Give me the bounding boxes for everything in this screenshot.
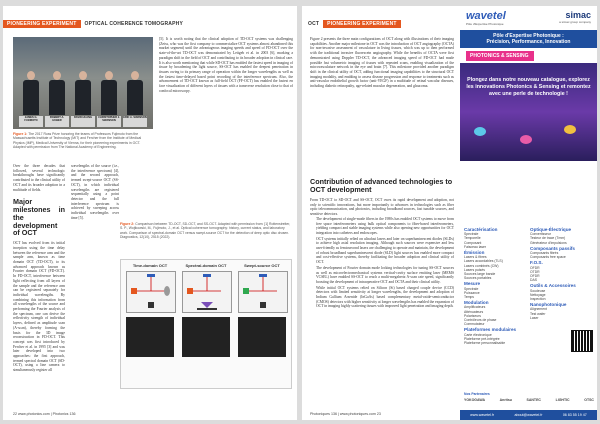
- simac-subtitle: a simac group company: [559, 20, 591, 24]
- category-item[interactable]: Atténuateurs: [464, 309, 484, 314]
- category-item[interactable]: OFDR: [530, 274, 540, 279]
- column-a: [13, 164, 65, 414]
- category-item[interactable]: Commutateur: [464, 322, 485, 327]
- category-item[interactable]: Générateur d'impulsions: [530, 240, 567, 245]
- wavetel-subtitle: Pôle d'Expertise Photonique: [466, 22, 504, 26]
- column-b-text: wavelengths of the source (i.e., the interference spectrum) [4], and the second approach, termed swept-source OCT (SS-OCT), in which individual wavelengths are registered sequentially using a point detector and the full interference spectrum is achieved by sweeping across individual wavelengths over time [5].: [71, 164, 119, 220]
- category-item[interactable]: Alignement: [530, 307, 547, 312]
- ss-oct-diagram: [239, 272, 287, 312]
- category-head: Émission: [464, 250, 485, 256]
- category-head: Modulation: [464, 300, 489, 306]
- column-a-intro: Over the three decades that followed, several technologic breakthroughs have significantly contributed to the clinical utility of OCT and its broader adoption in a multitude of fields.: [13, 164, 65, 192]
- section1-heading: Major milestones in the development of OCT: [13, 197, 65, 238]
- sea-creature-icon: [474, 127, 486, 136]
- category-item[interactable]: Nettoyage: [530, 292, 546, 297]
- name-plaque: ROBERT A. HUBER: [45, 116, 69, 127]
- partner-logos: [464, 398, 594, 402]
- photonics-sensing-tag: PHOTONICS & SENSING: [466, 51, 534, 61]
- category-item[interactable]: Spectrale: [464, 232, 479, 237]
- column-c-text: [5]. It is worth noting that the clinical adoption of TD-OCT systems was challenging (Zeiss, who was the first company to commercialize OCT systems almost abandoned this market segment) until the advantageous imaging speeds and speed of FD-OCT over the state-of-the-art TD-OCT was demonstrated by Leitgeb et al. in 2003 [6], marking a paradigm shift in the field of OCT and contributing to its broader adoption in clinical care. It is also worth mentioning that while SD-OCT has enabled the fastest speed in imaging of tissue by broadening the light source, SS-OCT has enabled the deepest penetration in tissues owing to its primary range of operation within the longer wavelengths as well as the fastest time-delayed based point recording of the interference spectrum. Also, the advancement of TD-OCT known as full-field OCT (FF-OCT) has enabled the fastest en face visualization of different layers of tissues with a transverse resolution close to that of confocal microscopy.: [159, 37, 293, 93]
- ad-email-link[interactable]: about@wavetel.fr: [514, 413, 543, 417]
- category-item[interactable]: Polariseurs: [464, 313, 481, 318]
- td-oct-title: Time-domain OCT: [132, 263, 168, 268]
- partner-logo[interactable]: SANTEC: [526, 398, 541, 402]
- ad-banner: [460, 30, 597, 48]
- sd-oct-schematic: [182, 271, 232, 313]
- ad-hero-text: Plongez dans notre nouveau catalogue, explorez les innovations Photonics & Sensing et remontez avec une perle de technologie !: [466, 77, 591, 97]
- category-item[interactable]: Carte électronique: [464, 332, 492, 337]
- category-item[interactable]: OTDR: [530, 269, 540, 274]
- category-head: Plateformes modulaires: [464, 327, 517, 333]
- column-c: [159, 37, 293, 252]
- ad-banner-subtitle: Précision, Performance, Innovation: [486, 39, 571, 45]
- simac-logo: [559, 10, 591, 24]
- bullet-item: • While initial OCT systems relied on Silicon (Si) based charged couple device (CCD) detectors with limited sensitivity at longer wavelengths, the development and adoption of Indium Gallium Arsenide (InGaAs) based complementary metal-oxide-semiconductor (CMOS) detectors with higher sensitivity at longer wavelengths has enabled the expansion of OCT in imaging highly scattering tissues with improved light penetration and imaging depth.: [316, 286, 454, 310]
- bullet-item: • The development of Fourier domain mode locking technologies for tuning SS-OCT sources as well as microelectromechanical systems vertical-cavity surface emitting laser (MEMS VCSEL) have enabled SS-OCT to reach a multi-megahertz A-scan rate speed, significantly boosting the development of intraoperative OCT and OCTA and their clinical utility.: [316, 266, 454, 285]
- ss-oct-title: Swept-source OCT: [244, 263, 280, 268]
- partner-logo[interactable]: LIGHTIC: [555, 398, 570, 402]
- person-figure: [101, 71, 117, 115]
- oct-comparison-figure: [120, 259, 292, 389]
- category-head: Nanophotonique: [530, 302, 567, 308]
- ss-oct-image: [238, 317, 286, 357]
- category-item[interactable]: Composants free space: [530, 255, 566, 260]
- ad-phone[interactable]: 06 83 55 19 47: [562, 413, 587, 417]
- right-intro-column: [310, 37, 454, 153]
- category-item[interactable]: Temporelle: [464, 236, 481, 241]
- category-item[interactable]: Sources portables: [464, 276, 492, 281]
- category-item[interactable]: Plateforme pré-intégrée: [464, 336, 500, 341]
- sd-oct-title: Spectral-domain OCT: [185, 263, 227, 268]
- category-item[interactable]: Lasers accordables (TLS): [464, 259, 503, 264]
- partner-logo[interactable]: Anritsu: [499, 398, 512, 402]
- category-item[interactable]: DAS: [530, 278, 537, 283]
- right-header-tag: PIONEERING EXPERIMENT: [323, 20, 401, 28]
- category-head: Composants passifs: [530, 245, 575, 251]
- category-item[interactable]: Sources large bande: [464, 272, 496, 277]
- td-oct-schematic: [126, 271, 176, 313]
- category-item[interactable]: Laser: [530, 315, 539, 320]
- ad-logo-row: [460, 6, 597, 26]
- right-intro-text: Figure 2 presents the three main configurations of OCT along with illustrations of their imaging capabilities. Another major milestone in OCT was the introduction of OCT angiography (OCTA) for non-invasive assessment of vasculature in living tissues, which was up to then performed with the traditional invasive fluorescein angiography. While the benefits of OCTA were first demonstrated using Doppler TD-OCT, the advanced imaging speed of FD-OCT had made possible fast volumetric imaging of tissues with repeated scans, enabling visualization of the microvasculature network in the eye and brain [7]. This milestone provided another paradigm shift in the clinical utility of OCT, adding functional imaging capabilities to the structural OCT imaging modality, and enabling to assess disease progression and response to treatments such as anti-vascular endothelial growth factor (anti-VEGF) in a multitude of retinal vascular diseases, including diabetic retinopathy, age-related macular degeneration, and glaucoma.: [310, 37, 454, 89]
- category-item[interactable]: OFDR: [530, 265, 540, 270]
- category-head: Caractérisation: [464, 227, 498, 232]
- category-item[interactable]: Spectrale: [464, 286, 479, 291]
- section2-heading: Contribution of advanced technologies to OCT development: [310, 177, 453, 194]
- name-plaque: CHRISTOPHER J. SWANSON: [97, 116, 121, 127]
- td-oct-pane: [123, 263, 177, 385]
- sd-oct-image: [182, 317, 230, 357]
- partner-logo[interactable]: OTSC: [584, 398, 594, 402]
- category-head: Mesure: [464, 281, 481, 287]
- ss-oct-schematic: [238, 271, 288, 313]
- ad-website-link[interactable]: www.wavetel.fr: [470, 413, 495, 417]
- right-header-prefix: OCT: [308, 21, 320, 27]
- category-item[interactable]: Plateforme personnalisable: [464, 341, 506, 346]
- person-figure: [75, 71, 91, 115]
- category-item[interactable]: Lasers & fibres: [464, 255, 487, 260]
- left-header: [3, 20, 183, 28]
- wavetel-brand: wavetel: [466, 10, 506, 22]
- category-item[interactable]: Composant: [464, 240, 482, 245]
- right-footer: Photoniques 136 | www.photoniques.com 23: [310, 412, 381, 416]
- right-page: [302, 6, 597, 420]
- section2-intro: From TD-OCT to SD-OCT and SS-OCT, OCT owes its rapid development and adoption, not only to scientific innovations, but more importantly to advances in technologies such as fiber optic telecommunication, and photonics, including broadband sources, fast tunable sources, and sensitive detectors.: [310, 198, 454, 217]
- left-page: [3, 6, 297, 420]
- person-figure: [49, 71, 65, 115]
- sd-oct-pane: [179, 263, 233, 385]
- category-item[interactable]: Puissance: [464, 290, 480, 295]
- column-b: [71, 164, 119, 254]
- name-plaque: ERIC A. SWANSON: [123, 116, 147, 127]
- category-item[interactable]: Testeur de trace (Tmm): [530, 236, 566, 241]
- simac-brand: simac: [565, 10, 591, 20]
- left-header-topic: OPTICAL COHERENCE TOMOGRAPHY: [84, 21, 183, 27]
- category-item[interactable]: Composants fibrés: [530, 251, 559, 256]
- category-item[interactable]: Convertisseur: [530, 232, 551, 237]
- sea-creature-icon: [520, 135, 532, 144]
- figure2-label: Figure 2:: [120, 222, 135, 226]
- partner-logo[interactable]: YOKOGAWA: [464, 398, 486, 402]
- name-plaque: DAVID HUANG: [71, 116, 95, 127]
- wavetel-logo: [466, 10, 506, 26]
- person-figure: [23, 71, 39, 115]
- figure2-caption: Figure 2: Comparison between TD-OCT, SD-OCT, and SS-OCT. Adapted with permission from: [1] Rottenstreiter, S. P., Wojtkowski, M., Fujimoto, J., et al. Optical coherence tomography: history, current status, and laboratory work. Comparison of spectral-domain OCT versus swept-source OCT for the detection of deep optic disc drusen. Diagnostics, 12(10), 2515 (2022).: [120, 222, 291, 239]
- ss-oct-pane: [235, 263, 289, 385]
- category-item[interactable]: Lasers combinés (CW): [464, 263, 499, 268]
- left-footer: 22 www.photonics.com | Photonics 136: [13, 412, 76, 416]
- wavetel-advert: [460, 6, 597, 420]
- sd-oct-diagram: [183, 272, 231, 312]
- right-body-column: [310, 198, 454, 410]
- category-item[interactable]: Soudeuse: [530, 288, 546, 293]
- category-head: Outils & Accessoires: [530, 283, 576, 289]
- figure1-caption: Figure 1: The 2017 Russ Prize honoring the teams of Professors Fujimoto from the Massachusetts Institute of Technology (MIT) and Fercher from the Institute of Medical Physics (IMP), Medical University of Vienna, for their pioneering experiments in OCT. Adapted with permission from The National Academy of Engineering.: [13, 132, 142, 149]
- laureates-photo: [13, 37, 153, 129]
- category-item[interactable]: Amplificateurs: [464, 305, 486, 310]
- category-item[interactable]: Temps: [464, 295, 474, 300]
- td-oct-image: [126, 317, 174, 357]
- ad-contact-bar: [460, 410, 597, 420]
- td-oct-diagram: [127, 272, 175, 312]
- catalogue-right: [530, 226, 594, 320]
- bullet-item: • OCT systems initially relied on ultrafast lasers and later on superluminescent diodes (SLDs) to achieve high axial resolution imaging. Although such sources were expensive and less user-friendly as femtosecond lasers are challenging to operate and maintain, the development of robust broadband superluminescent diode (SLD) light sources has enabled more compact and cost-effective systems, thereby facilitating the broader adoption and clinical utility of OCT.: [316, 237, 454, 265]
- column-a-body: OCT has evolved from its initial inception using the time delay between the reference arm and the sample arm, known as time domain OCT (TD-OCT), to its advanced approach known as Fourier domain OCT (FD-OCT). In FD-OCT, interference between light reflecting from all layers of the sample and the reference arm can be registered separately for individual wavelengths. By combining this information from all wavelengths of the source and performing the Fourier analysis of the spectrum, one can derive the reflectivity strength of individual layers, defined as amplitude scan (A-scan), thereby forming the basis for the 3D image reconstruction in FD-OCT. This concept was first introduced by Fercher et al. in 1995 [3] and was later developed into two approaches: the first approach, termed spectral domain OCT (SD-OCT), using a line camera to simultaneously register all: [13, 241, 65, 373]
- category-item[interactable]: Faisceau laser: [464, 244, 487, 249]
- catalogue-left: [464, 226, 528, 345]
- category-item[interactable]: Lasers pulsés: [464, 267, 485, 272]
- figure1-label: Figure 1:: [13, 132, 28, 136]
- partners-label: Nos Partenaires: [464, 392, 490, 396]
- sea-creature-icon: [564, 125, 576, 134]
- category-item[interactable]: Inspection: [530, 297, 546, 302]
- ad-catalogue: [464, 226, 594, 392]
- ad-banner-title: Pôle d'Expertise Photonique :: [493, 33, 564, 39]
- category-item[interactable]: Contrôleurs de phase: [464, 318, 497, 323]
- category-item[interactable]: Test wafer: [530, 311, 546, 316]
- technology-bullets: [310, 217, 454, 309]
- category-head: F.O.S.: [530, 260, 543, 266]
- right-header: [308, 20, 401, 28]
- left-header-tag: PIONEERING EXPERIMENT: [3, 20, 81, 28]
- bullet-item: • The development of single-mode fibers in the 1980s has enabled OCT systems to move from free space interferometers using bulk optical components to fiber-based interferometers, yielding compact and stable imaging systems while also opening new opportunities for OCT integration into catheters and endoscopes.: [316, 217, 454, 236]
- category-head: Optique-Électrique: [530, 227, 572, 232]
- person-figure: [127, 71, 143, 115]
- name-plaque: JAMES G. FUJIMOTO: [19, 116, 43, 127]
- ad-hero-image: [460, 63, 597, 161]
- qr-code[interactable]: [571, 330, 593, 352]
